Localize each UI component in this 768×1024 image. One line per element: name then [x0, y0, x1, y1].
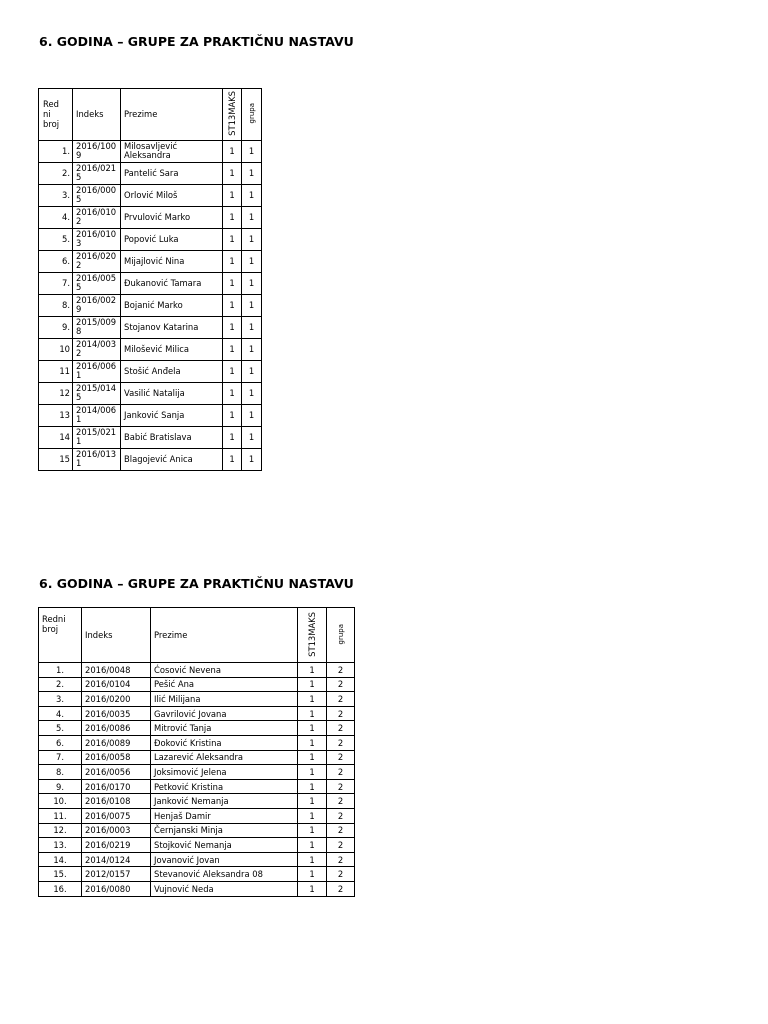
row-st13maks: 1: [223, 294, 242, 316]
row-st13maks: 1: [298, 735, 327, 750]
row-grupa: 2: [327, 735, 355, 750]
row-number: 1.: [39, 140, 73, 162]
row-prezime: [121, 338, 223, 360]
row-grupa: 1: [242, 404, 262, 426]
header-grupa-label: grupa: [247, 103, 256, 124]
row-number: 6.: [39, 250, 73, 272]
row-indeks-text: 2016/0005: [76, 185, 117, 205]
row-number: 2.: [39, 677, 82, 692]
row-number: 8.: [39, 294, 73, 316]
row-grupa: 2: [327, 881, 355, 896]
row-indeks: [73, 316, 121, 338]
row-indeks: 2016/0080: [82, 881, 151, 896]
group1-table: [38, 88, 262, 471]
row-grupa: 2: [327, 823, 355, 838]
row-prezime-text: Orlović Miloš: [124, 189, 178, 200]
header-redni-broj: [39, 89, 73, 141]
table-row: [39, 360, 262, 382]
table-row: [39, 823, 355, 838]
row-number: 16.: [39, 881, 82, 896]
row-prezime-text: Blagojević Anica: [124, 453, 193, 464]
row-st13maks: 1: [298, 779, 327, 794]
row-prezime: [121, 272, 223, 294]
table-row: [39, 250, 262, 272]
row-indeks-text: 2016/0055: [76, 273, 117, 293]
row-grupa: 1: [242, 162, 262, 184]
row-prezime: [121, 250, 223, 272]
row-indeks-text: 2014/0032: [76, 339, 117, 359]
row-prezime: Ćosović Nevena: [151, 663, 298, 678]
row-prezime-text: Milosavljević Aleksandra: [124, 141, 178, 161]
table-row: [39, 338, 262, 360]
table-row: [39, 426, 262, 448]
row-prezime-text: Prvulović Marko: [124, 211, 191, 222]
row-prezime-text: Babić Bratislava: [124, 431, 192, 442]
table-row: [39, 735, 355, 750]
row-grupa: 2: [327, 794, 355, 809]
row-prezime: [121, 228, 223, 250]
row-indeks: 2016/0170: [82, 779, 151, 794]
row-number: 15.: [39, 867, 82, 882]
row-number: 7.: [39, 750, 82, 765]
row-prezime-text: Đukanović Tamara: [124, 277, 202, 288]
row-indeks-text: 2016/0202: [76, 251, 117, 271]
row-indeks: 2016/0003: [82, 823, 151, 838]
row-grupa: 2: [327, 808, 355, 823]
row-st13maks: 1: [223, 426, 242, 448]
table-row: [39, 184, 262, 206]
row-number: 10.: [39, 794, 82, 809]
row-indeks: 2016/0219: [82, 838, 151, 853]
row-prezime: Jovanović Jovan: [151, 852, 298, 867]
row-grupa: 1: [242, 360, 262, 382]
header-grupa: [327, 608, 355, 663]
row-prezime: [121, 206, 223, 228]
header-redni-broj-label: Redni broj: [42, 614, 66, 634]
row-grupa: 2: [327, 852, 355, 867]
row-number: 15: [39, 448, 73, 470]
table-row: [39, 794, 355, 809]
row-indeks-text: 2016/0215: [76, 163, 117, 183]
row-indeks-text: 2014/0061: [76, 405, 117, 425]
row-indeks: [73, 338, 121, 360]
row-prezime: Stojković Nemanja: [151, 838, 298, 853]
table-row: [39, 294, 262, 316]
row-indeks: [73, 184, 121, 206]
row-indeks: [73, 162, 121, 184]
row-st13maks: 1: [223, 338, 242, 360]
row-grupa: 1: [242, 228, 262, 250]
row-indeks: [73, 426, 121, 448]
table-row: [39, 272, 262, 294]
row-prezime: Pešić Ana: [151, 677, 298, 692]
row-st13maks: 1: [298, 706, 327, 721]
row-indeks: 2016/0108: [82, 794, 151, 809]
row-st13maks: 1: [223, 140, 242, 162]
row-prezime: Lazarević Aleksandra: [151, 750, 298, 765]
header-st13maks-label: ST13MAKS: [307, 611, 317, 657]
row-indeks-text: 2016/0102: [76, 207, 117, 227]
row-grupa: 1: [242, 272, 262, 294]
row-grupa: 1: [242, 382, 262, 404]
row-st13maks: 1: [298, 677, 327, 692]
row-prezime-text: Stošić Anđela: [124, 365, 181, 376]
table-row: [39, 838, 355, 853]
row-st13maks: 1: [223, 404, 242, 426]
row-number: 11: [39, 360, 73, 382]
table-row: [39, 750, 355, 765]
row-indeks: 2016/0104: [82, 677, 151, 692]
row-number: 9.: [39, 779, 82, 794]
table-row: [39, 316, 262, 338]
table-header-row: [39, 89, 262, 141]
row-st13maks: 1: [298, 852, 327, 867]
row-prezime: [121, 404, 223, 426]
header-st13maks-label: ST13MAKS: [227, 91, 237, 136]
row-prezime-text: Mijajlović Nina: [124, 255, 185, 266]
row-prezime: Vujnović Neda: [151, 881, 298, 896]
row-indeks: 2016/0075: [82, 808, 151, 823]
table-row: [39, 692, 355, 707]
row-grupa: 1: [242, 294, 262, 316]
row-prezime: Đoković Kristina: [151, 735, 298, 750]
row-prezime: Petković Kristina: [151, 779, 298, 794]
row-st13maks: 1: [223, 316, 242, 338]
row-indeks-text: 2016/1009: [76, 141, 117, 161]
row-st13maks: 1: [298, 750, 327, 765]
row-st13maks: 1: [223, 206, 242, 228]
row-grupa: 1: [242, 140, 262, 162]
row-number: 14: [39, 426, 73, 448]
row-number: 1.: [39, 663, 82, 678]
row-prezime: Henjaš Damir: [151, 808, 298, 823]
row-indeks-text: 2015/0145: [76, 383, 117, 403]
row-prezime-text: Stojanov Katarina: [124, 321, 199, 332]
table-row: [39, 765, 355, 780]
row-grupa: 2: [327, 721, 355, 736]
row-prezime: Černjanski Minja: [151, 823, 298, 838]
row-grupa: 2: [327, 663, 355, 678]
table-row: [39, 706, 355, 721]
row-grupa: 2: [327, 750, 355, 765]
row-prezime: Mitrović Tanja: [151, 721, 298, 736]
row-indeks: 2016/0200: [82, 692, 151, 707]
row-st13maks: 1: [223, 272, 242, 294]
row-prezime: Stevanović Aleksandra 08: [151, 867, 298, 882]
row-prezime: Gavrilović Jovana: [151, 706, 298, 721]
header-grupa: [242, 89, 262, 141]
table-row: [39, 206, 262, 228]
table-row: [39, 382, 262, 404]
row-st13maks: 1: [298, 881, 327, 896]
header-prezime: Prezime: [151, 608, 298, 663]
row-indeks: 2012/0157: [82, 867, 151, 882]
table-row: [39, 721, 355, 736]
table-row: [39, 404, 262, 426]
row-indeks-text: 2015/0211: [76, 427, 117, 447]
row-grupa: 1: [242, 206, 262, 228]
group2-table: [38, 607, 355, 897]
row-indeks: [73, 360, 121, 382]
row-prezime: [121, 316, 223, 338]
row-grupa: 2: [327, 779, 355, 794]
row-number: 7.: [39, 272, 73, 294]
row-st13maks: 1: [223, 250, 242, 272]
row-prezime: [121, 162, 223, 184]
row-prezime-text: Milošević Milica: [124, 343, 190, 354]
row-st13maks: 1: [223, 448, 242, 470]
row-st13maks: 1: [298, 721, 327, 736]
row-st13maks: 1: [298, 663, 327, 678]
row-st13maks: 1: [298, 765, 327, 780]
row-grupa: 1: [242, 184, 262, 206]
table-row: [39, 228, 262, 250]
row-number: 13.: [39, 838, 82, 853]
row-st13maks: 1: [298, 867, 327, 882]
row-indeks: 2014/0124: [82, 852, 151, 867]
row-grupa: 2: [327, 765, 355, 780]
header-indeks: Indeks: [82, 608, 151, 663]
row-grupa: 1: [242, 426, 262, 448]
row-prezime: [121, 426, 223, 448]
row-prezime-text: Popović Luka: [124, 233, 179, 244]
row-prezime: [121, 448, 223, 470]
row-st13maks: 1: [223, 360, 242, 382]
row-number: 12: [39, 382, 73, 404]
row-number: 5.: [39, 721, 82, 736]
row-st13maks: 1: [223, 184, 242, 206]
row-indeks: [73, 228, 121, 250]
row-number: 9.: [39, 316, 73, 338]
row-prezime: Ilić Milijana: [151, 692, 298, 707]
row-indeks: [73, 294, 121, 316]
row-st13maks: 1: [298, 692, 327, 707]
row-grupa: 2: [327, 867, 355, 882]
table-row: [39, 162, 262, 184]
row-prezime: [121, 184, 223, 206]
header-grupa-label: grupa: [336, 623, 345, 645]
table-row: [39, 779, 355, 794]
header-redni-broj-label: Red ni broj: [43, 99, 60, 130]
header-st13maks: [223, 89, 242, 141]
row-prezime-text: Vasilić Natalija: [124, 387, 185, 398]
row-st13maks: 1: [298, 808, 327, 823]
row-grupa: 1: [242, 250, 262, 272]
row-st13maks: 1: [298, 838, 327, 853]
table-row: [39, 140, 262, 162]
header-indeks: Indeks: [73, 89, 121, 141]
header-st13maks: [298, 608, 327, 663]
row-indeks-text: 2015/0098: [76, 317, 117, 337]
row-prezime: Joksimović Jelena: [151, 765, 298, 780]
row-number: 4.: [39, 706, 82, 721]
row-number: 12.: [39, 823, 82, 838]
row-indeks: [73, 206, 121, 228]
row-number: 11.: [39, 808, 82, 823]
row-indeks: 2016/0058: [82, 750, 151, 765]
row-indeks: [73, 140, 121, 162]
row-number: 8.: [39, 765, 82, 780]
row-indeks: 2016/0086: [82, 721, 151, 736]
row-number: 3.: [39, 692, 82, 707]
row-indeks-text: 2016/0131: [76, 449, 117, 469]
row-number: 3.: [39, 184, 73, 206]
row-number: 13: [39, 404, 73, 426]
row-indeks: 2016/0089: [82, 735, 151, 750]
row-st13maks: 1: [223, 382, 242, 404]
row-indeks-text: 2016/0061: [76, 361, 117, 381]
table-header-row: [39, 608, 355, 663]
row-prezime: [121, 140, 223, 162]
row-grupa: 2: [327, 677, 355, 692]
row-indeks: [73, 448, 121, 470]
row-grupa: 2: [327, 692, 355, 707]
row-indeks: [73, 272, 121, 294]
section1-title: 6. GODINA – GRUPE ZA PRAKTIČNU NASTAVU: [39, 34, 354, 49]
row-grupa: 2: [327, 838, 355, 853]
row-indeks: 2016/0048: [82, 663, 151, 678]
row-st13maks: 1: [298, 794, 327, 809]
row-prezime-text: Janković Sanja: [124, 409, 185, 420]
row-grupa: 1: [242, 448, 262, 470]
row-indeks: 2016/0056: [82, 765, 151, 780]
row-st13maks: 1: [223, 228, 242, 250]
row-prezime: Janković Nemanja: [151, 794, 298, 809]
row-indeks-text: 2016/0029: [76, 295, 117, 315]
section2-title: 6. GODINA – GRUPE ZA PRAKTIČNU NASTAVU: [39, 576, 354, 591]
row-indeks: 2016/0035: [82, 706, 151, 721]
row-number: 5.: [39, 228, 73, 250]
row-indeks: [73, 250, 121, 272]
row-number: 4.: [39, 206, 73, 228]
row-st13maks: 1: [223, 162, 242, 184]
table-row: [39, 663, 355, 678]
table-row: [39, 852, 355, 867]
table-row: [39, 808, 355, 823]
row-prezime: [121, 360, 223, 382]
row-prezime-text: Pantelić Sara: [124, 167, 179, 178]
row-number: 2.: [39, 162, 73, 184]
table-row: [39, 881, 355, 896]
row-indeks-text: 2016/0103: [76, 229, 117, 249]
table-row: [39, 448, 262, 470]
row-number: 6.: [39, 735, 82, 750]
row-number: 14.: [39, 852, 82, 867]
header-redni-broj: [39, 608, 82, 663]
header-prezime: Prezime: [121, 89, 223, 141]
row-indeks: [73, 404, 121, 426]
row-st13maks: 1: [298, 823, 327, 838]
row-grupa: 1: [242, 316, 262, 338]
row-prezime: [121, 294, 223, 316]
table-row: [39, 677, 355, 692]
row-grupa: 1: [242, 338, 262, 360]
row-prezime-text: Bojanić Marko: [124, 299, 183, 310]
table-row: [39, 867, 355, 882]
row-indeks: [73, 382, 121, 404]
row-grupa: 2: [327, 706, 355, 721]
row-prezime: [121, 382, 223, 404]
row-number: 10: [39, 338, 73, 360]
